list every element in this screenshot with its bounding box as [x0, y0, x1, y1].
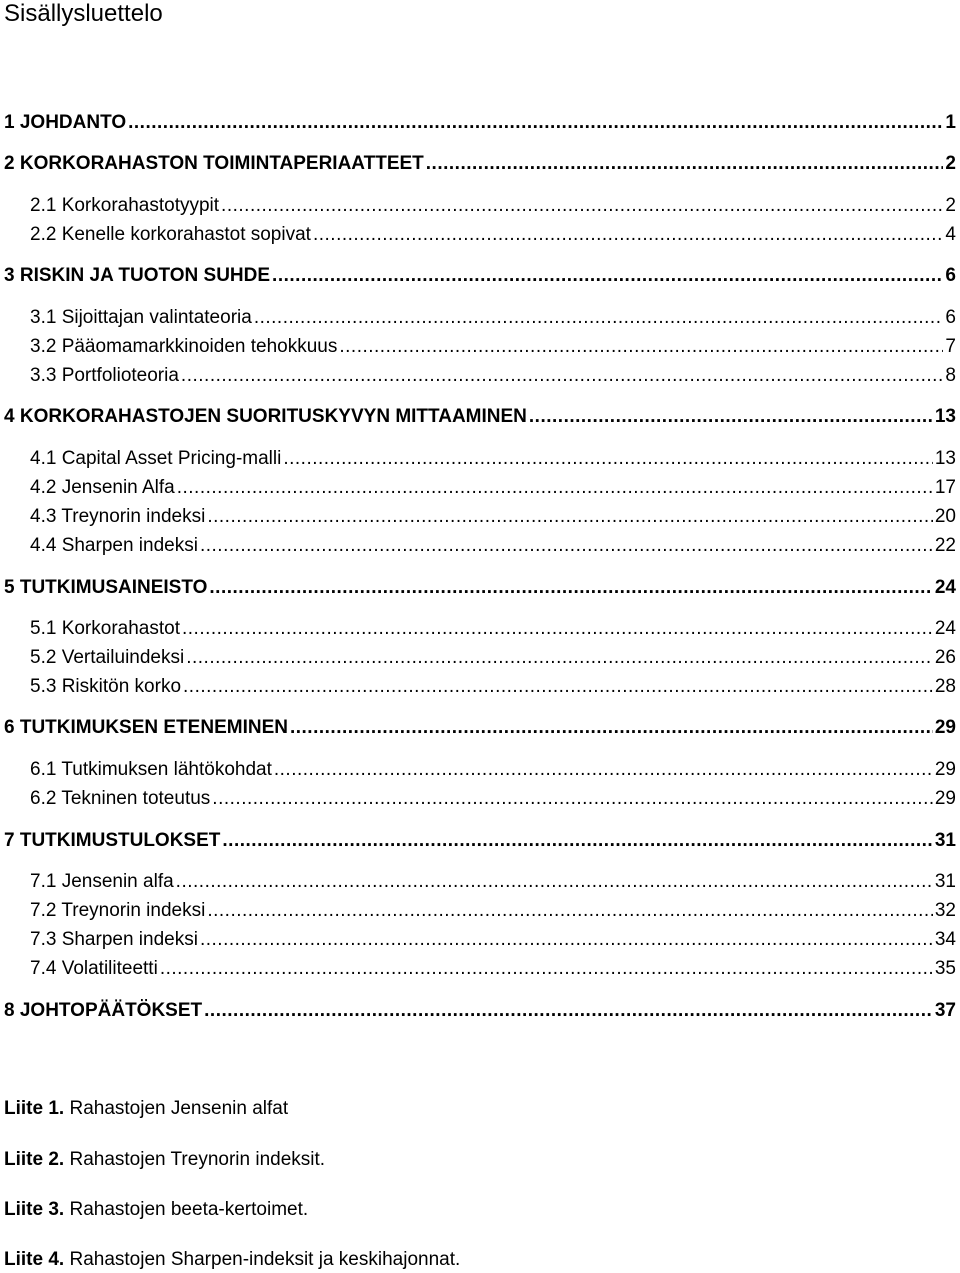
appendix-label: Liite 3.: [4, 1199, 65, 1220]
toc-entry[interactable]: [4, 829, 956, 853]
toc-label: 3.2 Pääomamarkkinoiden tehokkuus: [30, 336, 338, 357]
appendix-text: Rahastojen Sharpen-indeksit ja keskihajonnat.: [64, 1249, 461, 1270]
appendix-label: Liite 4.: [4, 1249, 65, 1270]
toc-label: 3.1 Sijoittajan valintateoria: [30, 307, 252, 328]
toc-page-number: 29: [934, 759, 956, 780]
toc-label: 8 JOHTOPÄÄTÖKSET: [4, 1000, 203, 1021]
toc-label: 6 TUTKIMUKSEN ETENEMINEN: [4, 717, 288, 738]
toc-leader: [283, 447, 933, 471]
toc-entry[interactable]: [4, 787, 956, 811]
toc-entry[interactable]: [4, 870, 956, 894]
toc-leader: [207, 505, 933, 529]
toc-label: 2.2 Kenelle korkorahastot sopivat: [30, 224, 311, 245]
toc-entry[interactable]: [4, 335, 956, 359]
toc-page-number: 31: [934, 871, 956, 892]
toc-label: 7.3 Sharpen indeksi: [30, 929, 198, 950]
toc-label: 5 TUTKIMUSAINEISTO: [4, 577, 208, 598]
toc-entry[interactable]: [4, 306, 956, 330]
toc-leader: [204, 999, 933, 1023]
toc-page-number: 2: [945, 195, 956, 216]
toc-leader: [221, 194, 943, 218]
toc-label: 5.3 Riskitön korko: [30, 676, 182, 697]
toc-page-number: 6: [945, 307, 956, 328]
toc-leader: [254, 306, 944, 330]
toc-label: 7.1 Jensenin alfa: [30, 871, 174, 892]
toc-leader: [222, 829, 932, 853]
toc-entry[interactable]: [4, 576, 956, 600]
toc-page-number: 7: [945, 336, 956, 357]
toc-label: 4 KORKORAHASTOJEN SUORITUSKYVYN MITTAAMINEN: [4, 406, 527, 427]
toc-page-number: 28: [934, 676, 956, 697]
toc-leader: [209, 576, 932, 600]
toc-label: 3 RISKIN JA TUOTON SUHDE: [4, 265, 271, 286]
appendix-text: Rahastojen Jensenin alfat: [64, 1098, 289, 1119]
toc-page-number: 31: [934, 830, 956, 851]
toc-entry[interactable]: [4, 194, 956, 218]
toc-page-number: 4: [945, 224, 956, 245]
toc-entry[interactable]: [4, 716, 956, 740]
toc-page-number: 37: [934, 1000, 956, 1021]
toc-leader: [186, 646, 933, 670]
toc-leader: [339, 335, 943, 359]
toc-label: 4.4 Sharpen indeksi: [30, 535, 198, 556]
toc-entry[interactable]: [4, 264, 956, 288]
toc-leader: [426, 152, 944, 176]
toc-entry[interactable]: [4, 675, 956, 699]
toc-entry[interactable]: [4, 364, 956, 388]
toc-label: 7.4 Volatiliteetti: [30, 958, 158, 979]
toc-entry[interactable]: [4, 505, 956, 529]
appendix-item[interactable]: [4, 1148, 325, 1172]
appendix-label: Liite 1.: [4, 1098, 65, 1119]
toc-label: 2.1 Korkorahastotyypit: [30, 195, 220, 216]
toc-page-number: 29: [934, 717, 956, 738]
toc-page-number: 17: [934, 477, 956, 498]
toc-label: 5.2 Vertailuindeksi: [30, 647, 185, 668]
appendix-text: Rahastojen beeta-kertoimet.: [64, 1199, 309, 1220]
toc-page-number: 13: [934, 448, 956, 469]
toc-entry[interactable]: [4, 223, 956, 247]
appendix-text: Rahastojen Treynorin indeksit.: [64, 1149, 326, 1170]
toc-leader: [272, 264, 943, 288]
page-title: Sisällysluettelo: [4, 0, 163, 27]
toc-page-number: 24: [934, 618, 956, 639]
toc-leader: [183, 675, 933, 699]
toc-entry[interactable]: [4, 646, 956, 670]
toc-leader: [177, 476, 933, 500]
toc-label: 4.2 Jensenin Alfa: [30, 477, 175, 498]
toc-page-number: 26: [934, 647, 956, 668]
toc-page-number: 22: [934, 535, 956, 556]
toc-label: 1 JOHDANTO: [4, 112, 127, 133]
toc-entry[interactable]: [4, 928, 956, 952]
toc-page-number: 13: [934, 406, 956, 427]
appendix-item[interactable]: [4, 1097, 288, 1121]
toc-entry[interactable]: [4, 152, 956, 176]
appendix-item[interactable]: [4, 1198, 308, 1222]
toc-label: 4.3 Treynorin indeksi: [30, 506, 206, 527]
toc-page-number: 24: [934, 577, 956, 598]
toc-label: 6.2 Tekninen toteutus: [30, 788, 211, 809]
toc-leader: [313, 223, 943, 247]
toc-label: 2 KORKORAHASTON TOIMINTAPERIAATTEET: [4, 153, 424, 174]
toc-leader: [160, 957, 933, 981]
appendix-label: Liite 2.: [4, 1149, 65, 1170]
toc-entry[interactable]: [4, 758, 956, 782]
toc-leader: [200, 534, 933, 558]
toc-entry[interactable]: [4, 957, 956, 981]
toc-label: 7 TUTKIMUSTULOKSET: [4, 830, 221, 851]
toc-entry[interactable]: [4, 111, 956, 135]
toc-leader: [181, 364, 944, 388]
toc-leader: [212, 787, 933, 811]
toc-entry[interactable]: [4, 476, 956, 500]
toc-leader: [200, 928, 933, 952]
toc-page-number: 2: [945, 153, 956, 174]
toc-entry[interactable]: [4, 899, 956, 923]
toc-entry[interactable]: [4, 999, 956, 1023]
toc-entry[interactable]: [4, 617, 956, 641]
toc-leader: [182, 617, 933, 641]
toc-leader: [128, 111, 943, 135]
toc-page-number: 35: [934, 958, 956, 979]
toc-entry[interactable]: [4, 405, 956, 429]
toc-page-number: 29: [934, 788, 956, 809]
toc-label: 7.2 Treynorin indeksi: [30, 900, 206, 921]
toc-entry[interactable]: [4, 447, 956, 471]
toc-leader: [274, 758, 933, 782]
toc-leader: [529, 405, 933, 429]
toc-page-number: 6: [945, 265, 956, 286]
toc-label: 5.1 Korkorahastot: [30, 618, 180, 639]
toc-page-number: 8: [945, 365, 956, 386]
toc-page-number: 34: [934, 929, 956, 950]
toc-page-number: 20: [934, 506, 956, 527]
toc-label: 3.3 Portfolioteoria: [30, 365, 179, 386]
toc-entry[interactable]: [4, 534, 956, 558]
toc-leader: [176, 870, 933, 894]
toc-label: 6.1 Tutkimuksen lähtökohdat: [30, 759, 272, 780]
toc-page-number: 32: [934, 900, 956, 921]
toc-leader: [207, 899, 933, 923]
toc-page-number: 1: [945, 112, 956, 133]
toc-leader: [290, 716, 933, 740]
appendix-item[interactable]: [4, 1248, 460, 1272]
toc-label: 4.1 Capital Asset Pricing-malli: [30, 448, 282, 469]
